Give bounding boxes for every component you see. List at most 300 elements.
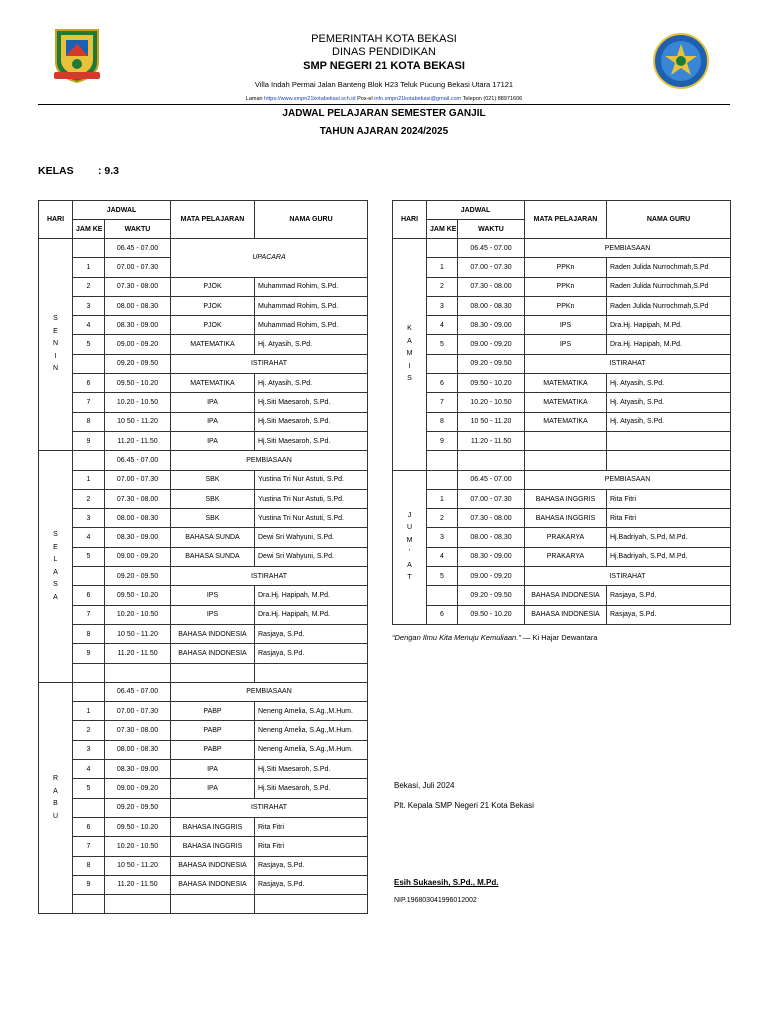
table-row <box>393 431 731 450</box>
waktu-cell: 07.00 - 07.30 <box>458 489 525 508</box>
subject-cell <box>525 431 607 450</box>
break-cell: PEMBIASAAN <box>525 470 731 489</box>
waktu-cell: 09.20 - 09.50 <box>105 798 171 817</box>
table-row <box>39 547 368 566</box>
waktu-cell: 08.30 - 09.00 <box>105 316 171 335</box>
day-letter: S <box>407 375 412 383</box>
jam-ke-cell: 6 <box>427 605 458 624</box>
teacher-cell: Raden Julida Nurrochmah,S.Pd <box>607 296 731 315</box>
dinas-pendidikan-emblem <box>652 32 710 90</box>
subject-cell: PABP <box>171 721 255 740</box>
day-letter: U <box>406 524 413 532</box>
table-row <box>393 509 731 528</box>
table-row <box>39 431 368 450</box>
subject-cell: BAHASA SUNDA <box>171 547 255 566</box>
day-name <box>39 451 73 683</box>
email-link[interactable]: info.smpn21kotabekasi@gmail.com <box>374 96 462 102</box>
jam-ke-cell: 6 <box>73 586 105 605</box>
subject-cell: MATEMATIKA <box>525 412 607 431</box>
waktu-cell: 09.20 - 09.50 <box>458 586 525 605</box>
table-row <box>39 875 368 894</box>
day-letter: S <box>53 315 58 323</box>
waktu-cell: 07.00 - 07.30 <box>105 470 171 489</box>
waktu-cell: 10.20 - 10.50 <box>105 837 171 856</box>
jam-ke-cell <box>73 895 105 914</box>
jam-ke-cell: 3 <box>427 528 458 547</box>
jam-ke-cell: 5 <box>427 335 458 354</box>
jam-ke-cell: 5 <box>427 567 458 586</box>
waktu-cell <box>105 663 171 682</box>
table-row <box>393 451 731 470</box>
schedule-title: JADWAL PELAJARAN SEMESTER GANJIL <box>282 108 486 119</box>
waktu-cell: 08.00 - 08.30 <box>105 509 171 528</box>
teacher-cell: Hj.Badriyah, S.Pd, M.Pd. <box>607 547 731 566</box>
table-row <box>39 470 368 489</box>
day-letter: J <box>407 511 412 519</box>
table-row <box>39 567 368 586</box>
waktu-cell: 10 50 - 11.20 <box>105 412 171 431</box>
header-jam-ke: JAM KE <box>427 220 458 239</box>
jam-ke-cell: 4 <box>427 547 458 566</box>
day-letter: T <box>407 574 412 582</box>
waktu-cell: 09.00 - 09.20 <box>458 335 525 354</box>
jam-ke-cell: 1 <box>427 489 458 508</box>
teacher-cell: Neneng Amelia, S.Ag.,M.Hum. <box>255 740 368 759</box>
jam-ke-cell: 2 <box>73 721 105 740</box>
table-row <box>39 837 368 856</box>
jam-ke-cell <box>73 567 105 586</box>
table-row <box>39 412 368 431</box>
table-row <box>39 702 368 721</box>
jam-ke-cell: 6 <box>427 374 458 393</box>
jam-ke-cell: 4 <box>73 528 105 547</box>
table-row <box>39 760 368 779</box>
waktu-cell: 07.30 - 08.00 <box>458 277 525 296</box>
teacher-cell: Muhammad Rohim, S.Pd. <box>255 296 368 315</box>
table-row <box>39 489 368 508</box>
waktu-cell: 08.00 - 08.30 <box>105 740 171 759</box>
table-row <box>393 296 731 315</box>
waktu-cell: 09.00 - 09.20 <box>105 547 171 566</box>
teacher-cell: Rasjaya, S.Pd. <box>255 624 368 643</box>
waktu-cell <box>105 895 171 914</box>
table-row <box>39 721 368 740</box>
subject-cell: IPS <box>525 335 607 354</box>
jam-ke-cell <box>427 451 458 470</box>
school-address: Villa Indah Permai Jalan Banteng Blok H23 Teluk Pucung Bekasi Utara 17121 <box>254 80 514 89</box>
class-label: KELAS <box>38 165 74 177</box>
table-row <box>393 316 731 335</box>
table-row <box>39 528 368 547</box>
table-row <box>393 335 731 354</box>
teacher-cell: Hj. Atyasih, S.Pd. <box>607 412 731 431</box>
day-letter: A <box>407 337 412 345</box>
teacher-cell: Yustina Tri Nur Astuti, S.Pd. <box>255 509 368 528</box>
school-contact <box>180 95 588 104</box>
jam-ke-cell: 5 <box>73 335 105 354</box>
waktu-cell: 09.50 - 10.20 <box>458 605 525 624</box>
jam-ke-cell: 6 <box>73 374 105 393</box>
table-row <box>39 663 368 682</box>
day-letter: A <box>407 561 412 569</box>
teacher-cell <box>607 451 731 470</box>
subject-cell: PJOK <box>171 296 255 315</box>
table-row <box>39 586 368 605</box>
teacher-cell: Rasjaya, S.Pd. <box>255 644 368 663</box>
table-row <box>393 393 731 412</box>
jam-ke-cell: 3 <box>73 740 105 759</box>
jam-ke-cell: 1 <box>427 258 458 277</box>
table-row <box>39 798 368 817</box>
waktu-cell: 10 50 - 11.20 <box>105 624 171 643</box>
class-value: : 9.3 <box>98 165 120 177</box>
break-cell: UPACARA <box>171 239 368 278</box>
teacher-cell: Rasjaya, S.Pd. <box>255 856 368 875</box>
waktu-cell: 07.00 - 07.30 <box>105 702 171 721</box>
waktu-cell: 09.50 - 10.20 <box>105 586 171 605</box>
table-row <box>39 296 368 315</box>
waktu-cell: 10.20 - 10.50 <box>458 393 525 412</box>
header-waktu: WAKTU <box>105 220 171 239</box>
break-cell: ISTIRAHAT <box>525 567 731 586</box>
table-row <box>39 740 368 759</box>
teacher-cell: Dra.Hj. Hapipah, M.Pd. <box>255 605 368 624</box>
teacher-cell: Dra.Hj. Hapipah, M.Pd. <box>607 335 731 354</box>
table-row <box>393 605 731 624</box>
table-row <box>39 624 368 643</box>
jam-ke-cell: 7 <box>73 837 105 856</box>
jam-ke-cell: 5 <box>73 779 105 798</box>
subject-cell: IPS <box>171 605 255 624</box>
day-name <box>393 470 427 624</box>
jam-ke-cell: 8 <box>73 624 105 643</box>
signer-name: Esih Sukaesih, S.Pd., M.Pd. <box>394 878 499 887</box>
subject-cell: SBK <box>171 489 255 508</box>
table-row <box>39 374 368 393</box>
subject-cell <box>525 451 607 470</box>
teacher-cell <box>255 895 368 914</box>
subject-cell: MATEMATIKA <box>171 374 255 393</box>
waktu-cell: 09.00 - 09.20 <box>458 567 525 586</box>
table-row <box>39 509 368 528</box>
jam-ke-cell: 9 <box>73 431 105 450</box>
waktu-cell: 09.00 - 09.20 <box>105 335 171 354</box>
teacher-cell: Rasjaya, S.Pd. <box>607 586 731 605</box>
header-hari: HARI <box>39 201 73 239</box>
subject-cell: SBK <box>171 509 255 528</box>
jam-ke-cell: 5 <box>73 547 105 566</box>
table-row <box>393 489 731 508</box>
break-cell: PEMBIASAAN <box>525 239 731 258</box>
break-cell: ISTIRAHAT <box>171 798 368 817</box>
teacher-cell: Raden Julida Nurrochmah,S.Pd <box>607 258 731 277</box>
header-mapel: MATA PELAJARAN <box>171 201 255 239</box>
jam-ke-cell <box>427 239 458 258</box>
day-name <box>39 239 73 451</box>
day-letter: E <box>53 543 58 551</box>
header-jam-ke: JAM KE <box>73 220 105 239</box>
day-letter: A <box>53 787 58 795</box>
subject-cell: BAHASA INDONESIA <box>525 605 607 624</box>
motto-author: — Ki Hajar Dewantara <box>520 633 598 642</box>
jam-ke-cell: 3 <box>427 296 458 315</box>
signer-nip: NIP.196803041996012002 <box>394 897 477 904</box>
day-letter: S <box>53 581 58 589</box>
website-label: Laman <box>245 96 263 102</box>
subject-cell: SBK <box>171 470 255 489</box>
table-row <box>39 335 368 354</box>
subject-cell: BAHASA INGGRIS <box>171 817 255 836</box>
jam-ke-cell <box>73 451 105 470</box>
table-row <box>393 412 731 431</box>
subject-cell: PPKn <box>525 277 607 296</box>
table-row <box>39 817 368 836</box>
subject-cell: BAHASA INDONESIA <box>171 875 255 894</box>
kota-bekasi-emblem <box>52 26 102 84</box>
subject-cell: MATEMATIKA <box>171 335 255 354</box>
table-row <box>393 470 731 489</box>
break-cell: ISTIRAHAT <box>171 354 368 373</box>
subject-cell: PRAKARYA <box>525 528 607 547</box>
schedule-table-right <box>392 200 731 625</box>
header-jadwal: JADWAL <box>427 201 525 220</box>
jam-ke-cell: 7 <box>73 605 105 624</box>
subject-cell: PJOK <box>171 316 255 335</box>
subject-cell: BAHASA INGGRIS <box>525 509 607 528</box>
motto-text: “Dengan Ilmu Kita Menuju Kemuliaan.” <box>392 633 521 642</box>
jam-ke-cell: 9 <box>73 644 105 663</box>
subject-cell: BAHASA SUNDA <box>171 528 255 547</box>
waktu-cell <box>458 451 525 470</box>
waktu-cell: 09.50 - 10.20 <box>105 374 171 393</box>
table-row <box>393 547 731 566</box>
waktu-cell: 08.30 - 09.00 <box>105 760 171 779</box>
table-row <box>393 586 731 605</box>
jam-ke-cell <box>427 354 458 373</box>
waktu-cell: 11.20 - 11.50 <box>458 431 525 450</box>
jam-ke-cell <box>73 663 105 682</box>
teacher-cell: Hj.Siti Maesaroh, S.Pd. <box>255 412 368 431</box>
day-letter: N <box>52 365 59 373</box>
subject-cell: IPA <box>171 760 255 779</box>
waktu-cell: 09.50 - 10.20 <box>105 817 171 836</box>
break-cell: ISTIRAHAT <box>171 567 368 586</box>
jam-ke-cell: 8 <box>427 412 458 431</box>
day-letter: B <box>53 800 58 808</box>
teacher-cell: Hj.Siti Maesaroh, S.Pd. <box>255 760 368 779</box>
email-label: Pos-el <box>357 96 373 102</box>
subject-cell: MATEMATIKA <box>525 374 607 393</box>
header-guru: NAMA GURU <box>607 201 731 239</box>
subject-cell: IPS <box>171 586 255 605</box>
day-letter: ' <box>408 549 411 557</box>
waktu-cell: 08.30 - 09.00 <box>105 528 171 547</box>
day-letter: K <box>407 325 412 333</box>
day-letter: I <box>54 352 57 360</box>
teacher-cell: Hj. Atyasih, S.Pd. <box>255 335 368 354</box>
teacher-cell: Rita Fitri <box>607 489 731 508</box>
day-letter: M <box>406 350 413 358</box>
jam-ke-cell: 4 <box>73 316 105 335</box>
teacher-cell: Neneng Amelia, S.Ag.,M.Hum. <box>255 702 368 721</box>
jam-ke-cell: 1 <box>73 258 105 277</box>
jam-ke-cell: 1 <box>73 470 105 489</box>
subject-cell: PPKn <box>525 296 607 315</box>
waktu-cell: 08.00 - 08.30 <box>105 296 171 315</box>
jam-ke-cell <box>73 798 105 817</box>
table-row <box>393 239 731 258</box>
day-name <box>39 682 73 914</box>
teacher-cell: Muhammad Rohim, S.Pd. <box>255 316 368 335</box>
jam-ke-cell: 7 <box>427 393 458 412</box>
subject-cell: MATEMATIKA <box>525 393 607 412</box>
teacher-cell: Dra.Hj. Hapipah, M.Pd. <box>607 316 731 335</box>
waktu-cell: 09.20 - 09.50 <box>105 354 171 373</box>
teacher-cell <box>607 431 731 450</box>
jam-ke-cell: 3 <box>73 296 105 315</box>
waktu-cell: 07.30 - 08.00 <box>458 509 525 528</box>
header-hari: HARI <box>393 201 427 239</box>
jam-ke-cell <box>73 354 105 373</box>
header-waktu: WAKTU <box>458 220 525 239</box>
subject-cell: BAHASA INDONESIA <box>171 856 255 875</box>
jam-ke-cell: 8 <box>73 412 105 431</box>
header-jadwal: JADWAL <box>73 201 171 220</box>
table-row <box>39 682 368 701</box>
jam-ke-cell: 4 <box>73 760 105 779</box>
day-letter: R <box>52 775 59 783</box>
jam-ke-cell: 7 <box>73 393 105 412</box>
subject-cell: PRAKARYA <box>525 547 607 566</box>
waktu-cell: 06.45 - 07.00 <box>458 470 525 489</box>
table-row <box>39 605 368 624</box>
subject-cell: IPA <box>171 393 255 412</box>
table-row <box>39 316 368 335</box>
letterhead-divider <box>38 104 730 105</box>
subject-cell: IPA <box>171 431 255 450</box>
teacher-cell: Hj.Siti Maesaroh, S.Pd. <box>255 779 368 798</box>
teacher-cell: Rasjaya, S.Pd. <box>255 875 368 894</box>
jam-ke-cell <box>73 682 105 701</box>
day-letter: L <box>53 556 58 564</box>
teacher-cell: Hj. Atyasih, S.Pd. <box>607 374 731 393</box>
subject-cell: BAHASA INDONESIA <box>525 586 607 605</box>
day-letter: N <box>52 340 59 348</box>
schedule-table-left <box>38 200 368 914</box>
waktu-cell: 07.30 - 08.00 <box>105 277 171 296</box>
break-cell: PEMBIASAAN <box>171 682 368 701</box>
waktu-cell: 06.45 - 07.00 <box>105 682 171 701</box>
subject-cell: BAHASA INDONESIA <box>171 624 255 643</box>
teacher-cell: Rasjaya, S.Pd. <box>607 605 731 624</box>
jam-ke-cell: 9 <box>427 431 458 450</box>
table-row <box>393 374 731 393</box>
break-cell: PEMBIASAAN <box>171 451 368 470</box>
waktu-cell: 09.00 - 09.20 <box>105 779 171 798</box>
school-name: SMP NEGERI 21 KOTA BEKASI <box>303 60 465 72</box>
table-row <box>39 239 368 258</box>
subject-cell: PABP <box>171 740 255 759</box>
header-guru: NAMA GURU <box>255 201 368 239</box>
subject-cell: BAHASA INGGRIS <box>171 837 255 856</box>
teacher-cell: Dewi Sri Wahyuni, S.Pd. <box>255 547 368 566</box>
department-name: DINAS PENDIDIKAN <box>332 46 436 58</box>
motto-quote <box>392 633 598 642</box>
jam-ke-cell: 1 <box>73 702 105 721</box>
school-year: TAHUN AJARAN 2024/2025 <box>319 126 449 137</box>
waktu-cell: 09.50 - 10.20 <box>458 374 525 393</box>
table-row <box>393 528 731 547</box>
teacher-cell: Rita Fitri <box>255 817 368 836</box>
jam-ke-cell: 2 <box>73 277 105 296</box>
teacher-cell: Muhammad Rohim, S.Pd. <box>255 277 368 296</box>
phone-text: Telepon (021) 88971606 <box>462 96 523 102</box>
waktu-cell: 06.45 - 07.00 <box>105 451 171 470</box>
table-row <box>393 277 731 296</box>
teacher-cell: Hj.Siti Maesaroh, S.Pd. <box>255 393 368 412</box>
waktu-cell: 08.00 - 08.30 <box>458 528 525 547</box>
waktu-cell: 08.30 - 09.00 <box>458 547 525 566</box>
teacher-cell: Dra.Hj. Hapipah, M.Pd. <box>255 586 368 605</box>
signer-role: Plt. Kepala SMP Negeri 21 Kota Bekasi <box>394 801 534 810</box>
waktu-cell: 10 50 - 11.20 <box>105 856 171 875</box>
waktu-cell: 11.20 - 11.50 <box>105 431 171 450</box>
letterhead <box>180 33 588 104</box>
day-name <box>393 239 427 471</box>
jam-ke-cell: 8 <box>73 856 105 875</box>
waktu-cell: 09.20 - 09.50 <box>105 567 171 586</box>
jam-ke-cell <box>427 470 458 489</box>
table-row <box>39 393 368 412</box>
teacher-cell: Rita Fitri <box>607 509 731 528</box>
jam-ke-cell <box>73 239 105 258</box>
subject-cell <box>171 895 255 914</box>
waktu-cell: 07.30 - 08.00 <box>105 489 171 508</box>
table-row <box>393 258 731 277</box>
table-row <box>39 856 368 875</box>
day-letter: A <box>53 593 58 601</box>
waktu-cell: 07.00 - 07.30 <box>105 258 171 277</box>
table-row <box>39 277 368 296</box>
teacher-cell: Hj.Badriyah, S.Pd, M.Pd. <box>607 528 731 547</box>
place-date: Bekasi, Juli 2024 <box>394 781 455 790</box>
waktu-cell: 08.30 - 09.00 <box>458 316 525 335</box>
subject-cell: PABP <box>171 702 255 721</box>
table-row <box>393 354 731 373</box>
jam-ke-cell: 2 <box>73 489 105 508</box>
subject-cell: IPA <box>171 779 255 798</box>
teacher-cell: Dewi Sri Wahyuni, S.Pd. <box>255 528 368 547</box>
table-row <box>39 895 368 914</box>
day-letter: I <box>408 362 411 370</box>
waktu-cell: 07.00 - 07.30 <box>458 258 525 277</box>
day-letter: M <box>406 536 413 544</box>
jam-ke-cell: 3 <box>73 509 105 528</box>
gov-name: PEMERINTAH KOTA BEKASI <box>311 33 457 45</box>
waktu-cell: 11.20 - 11.50 <box>105 644 171 663</box>
subject-cell: PPKn <box>525 258 607 277</box>
waktu-cell: 08.00 - 08.30 <box>458 296 525 315</box>
waktu-cell: 06.45 - 07.00 <box>458 239 525 258</box>
subject-cell: PJOK <box>171 277 255 296</box>
teacher-cell: Yustina Tri Nur Astuti, S.Pd. <box>255 489 368 508</box>
day-letter: A <box>53 568 58 576</box>
website-link[interactable]: https://www.smpn21kotabekasi.sch.id <box>264 96 356 102</box>
day-letter: U <box>52 812 59 820</box>
subject-cell: BAHASA INDONESIA <box>171 644 255 663</box>
table-row <box>39 354 368 373</box>
day-letter: S <box>53 531 58 539</box>
